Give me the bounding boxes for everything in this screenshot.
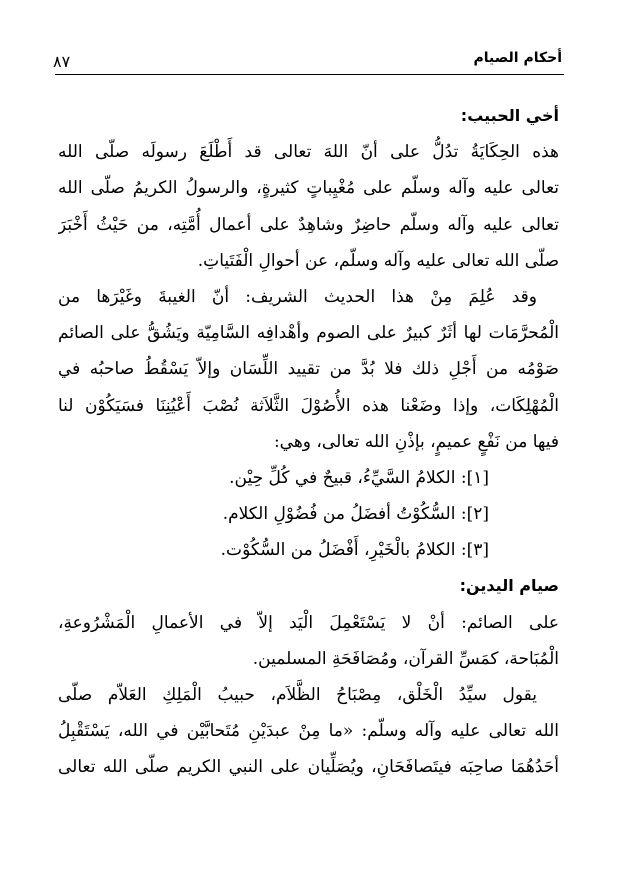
text-line: على الصائم: أنْ لا يَسْتَعْمِلَ الْيَد إلاّ في الأعمالِ الْمَشْرُوعةِ، — [58, 612, 559, 633]
text-line: الله تعالى عليه وآله وسلّم: «ما مِنْ عبدَيْنِ مُتَحابَّيْن في الله، يَسْتَقْبِلُ — [58, 721, 559, 742]
text-line: تعالى عليه وآله وسلّم على مُغْيِباتٍ كثيرةٍ، والرسولُ الكريمُ صلّى الله — [58, 178, 559, 199]
page-number: ٨٧ — [53, 52, 71, 71]
text-line: أحَدُهُمَا صاحِبَه فيتَصافَحَانِ، ويُصَلِّيان على النبي الكريم صلّى الله تعالى — [58, 757, 559, 778]
header-rule — [55, 74, 564, 75]
body-text — [58, 98, 559, 786]
list-item: [١]: الكلامُ السَّيِّءُ، قبيحٌ في كُلِّ حِيْن. — [229, 467, 489, 488]
text-line: فيها من نَفْعٍ عميمٍ، بإذْنِ الله تعالى، وهي: — [273, 431, 559, 452]
text-line: تعالى عليه وآله وسلّم حاضِرٌ وشاهِدٌ على أعمال أُمَّتِه، من حَيْثُ أَخْبَرَ — [58, 214, 559, 235]
heading-akhi-al-habib: أخي الحبيب: — [460, 106, 559, 125]
text-line: صلّى الله تعالى عليه وآله وسلّم، عن أحوالِ الْفَتَياتِ. — [197, 250, 559, 271]
text-line: الْمُبَاحة، كمَسِّ القرآن، ومُصَافَحَةِ المسلمين. — [252, 648, 559, 669]
running-header-title: أحكام الصيام — [473, 50, 562, 66]
text-line: يقول سيِّدُ الْخَلْق، مِصْبَاحُ الظَّلاَم، حبيبُ الْمَلِكِ العَلاّم صلّى — [58, 685, 537, 705]
list-item: [٣]: الكلامُ بالْخَيْرِ، أَفْضَلُ من السُّكُوْت. — [220, 540, 489, 561]
text-line: صَوْمُه من أَجْلِ ذلك فلا بُدَّ من تقييد اللِّسَان وإلاّ يَسْقُطُ صاحبُه في — [58, 359, 559, 380]
text-line: الْمُحرَّمَات لها أثَرٌ كبيرٌ على الصوم وأهْدافِه السَّامِيّة ويَشُقُّ على الصائم — [58, 323, 559, 344]
heading-siyam-al-yadayn: صيام اليدين: — [459, 576, 559, 596]
list-item: [٢]: السُّكُوْتُ أفضَلُ من فُضُوْلِ الكلام. — [222, 504, 489, 525]
text-line: وقد عُلِمَ مِنْ هذا الحديث الشريف: أنّ الغيبةَ وغَيْرَها من — [58, 286, 537, 307]
text-line: هذه الحِكَايَةُ تدُلُّ على أنّ اللهَ تعالى قد أَطْلَعَ رسولَه صلّى الله — [58, 142, 559, 163]
text-line: الْمُهْلِكَات، وإذا وضَعْنا هذه الأُصُوْلَ الثَّلاَثة نُصْبَ أَعْيُنِنَا فسَيَكُوْن لنا — [58, 395, 559, 416]
